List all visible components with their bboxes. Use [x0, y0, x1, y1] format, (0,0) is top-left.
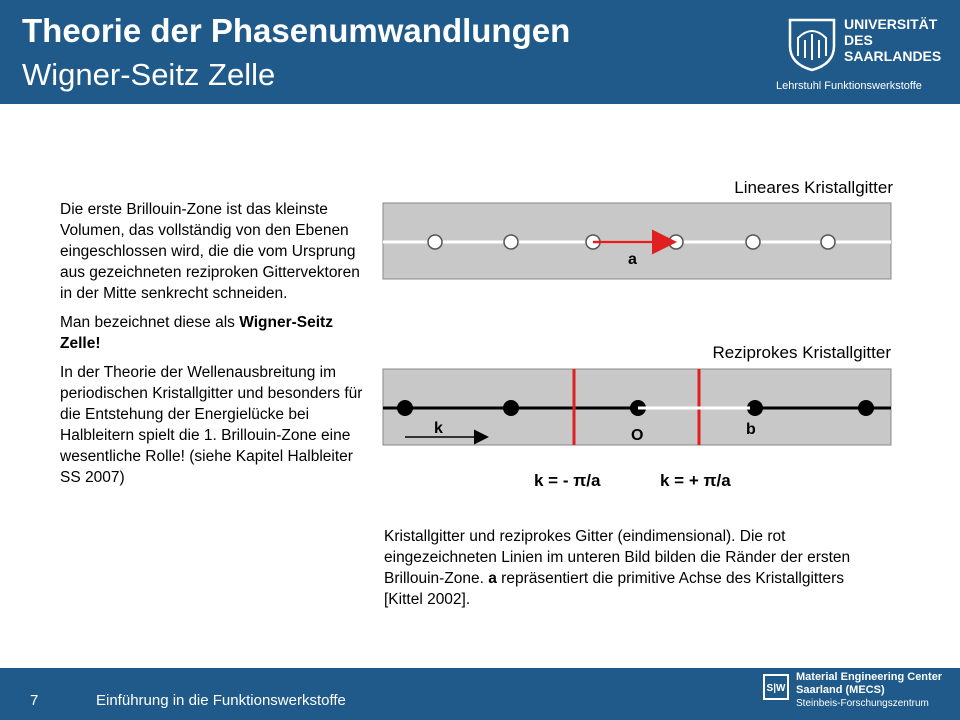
chair-name: Lehrstuhl Funktionswerkstoffe — [776, 80, 922, 92]
mecs-line-3: Steinbeis-Forschungszentrum — [796, 698, 929, 709]
page-number: 7 — [30, 692, 39, 709]
university-line-3: SAARLANDES — [844, 48, 942, 64]
lattice-point — [746, 235, 760, 249]
mecs-name — [796, 671, 942, 710]
paragraph-1: Die erste Brillouin-Zone ist das kleinste Volumen, das vollständig von den Ebenen eingeschlossen wird, die die vom Ursprung aus gezeichneten reziproken Gittervektoren in der Mitte senkrecht schneiden. — [60, 201, 360, 302]
reciprocal-lattice-label: Reziprokes Kristallgitter — [712, 343, 891, 362]
linear-lattice-label: Lineares Kristallgitter — [734, 178, 893, 197]
label-b: b — [746, 421, 756, 438]
caption-part-1: Kristallgitter und reziprokes Gitter (eindimensional). Die rot eingezeichneten Linien im unteren Bild bilden die Ränder der ersten Brillouin-Zone. — [384, 528, 851, 587]
lattice-point — [504, 235, 518, 249]
university-line-2: DES — [844, 32, 873, 48]
page-subtitle: Wigner-Seitz Zelle — [22, 57, 276, 92]
page-title: Theorie der Phasenumwandlungen — [22, 12, 571, 49]
k-plus-pi-over-a: k = + π/a — [660, 471, 731, 490]
k-minus-pi-over-a: k = - π/a — [534, 471, 601, 490]
caption-bold-a: a — [488, 570, 497, 587]
label-k: k — [434, 420, 443, 437]
reciprocal-point — [397, 400, 413, 416]
lattice-point — [428, 235, 442, 249]
mecs-line-1: Material Engineering Center — [796, 671, 943, 683]
figure-caption — [384, 526, 854, 610]
label-a: a — [628, 251, 637, 268]
wigner-seitz-term: Wigner-Seitz Zelle! — [60, 314, 333, 352]
university-line-1: UNIVERSITÄT — [844, 16, 938, 32]
mecs-logo-icon: S|W — [763, 674, 789, 700]
reciprocal-point — [858, 400, 874, 416]
paragraph-3: In der Theorie der Wellenausbreitung im periodischen Kristallgitter und besonders für die Entstehung der Energielücke bei Halbleitern spielt die 1. Brillouin-Zone eine wesentliche Rolle! (siehe Kapitel Halbleiter SS 2007) — [60, 364, 363, 486]
label-origin: O — [631, 427, 644, 444]
reciprocal-point — [503, 400, 519, 416]
paragraph-2-prefix: Man bezeichnet diese als — [60, 314, 240, 331]
lattice-point — [821, 235, 835, 249]
mecs-line-2: Saarland (MECS) — [796, 684, 885, 696]
course-title: Einführung in die Funktionswerkstoffe — [96, 692, 346, 709]
caption-part-2: repräsentiert die primitive Achse des Kristallgitters [Kittel 2002]. — [384, 570, 845, 608]
